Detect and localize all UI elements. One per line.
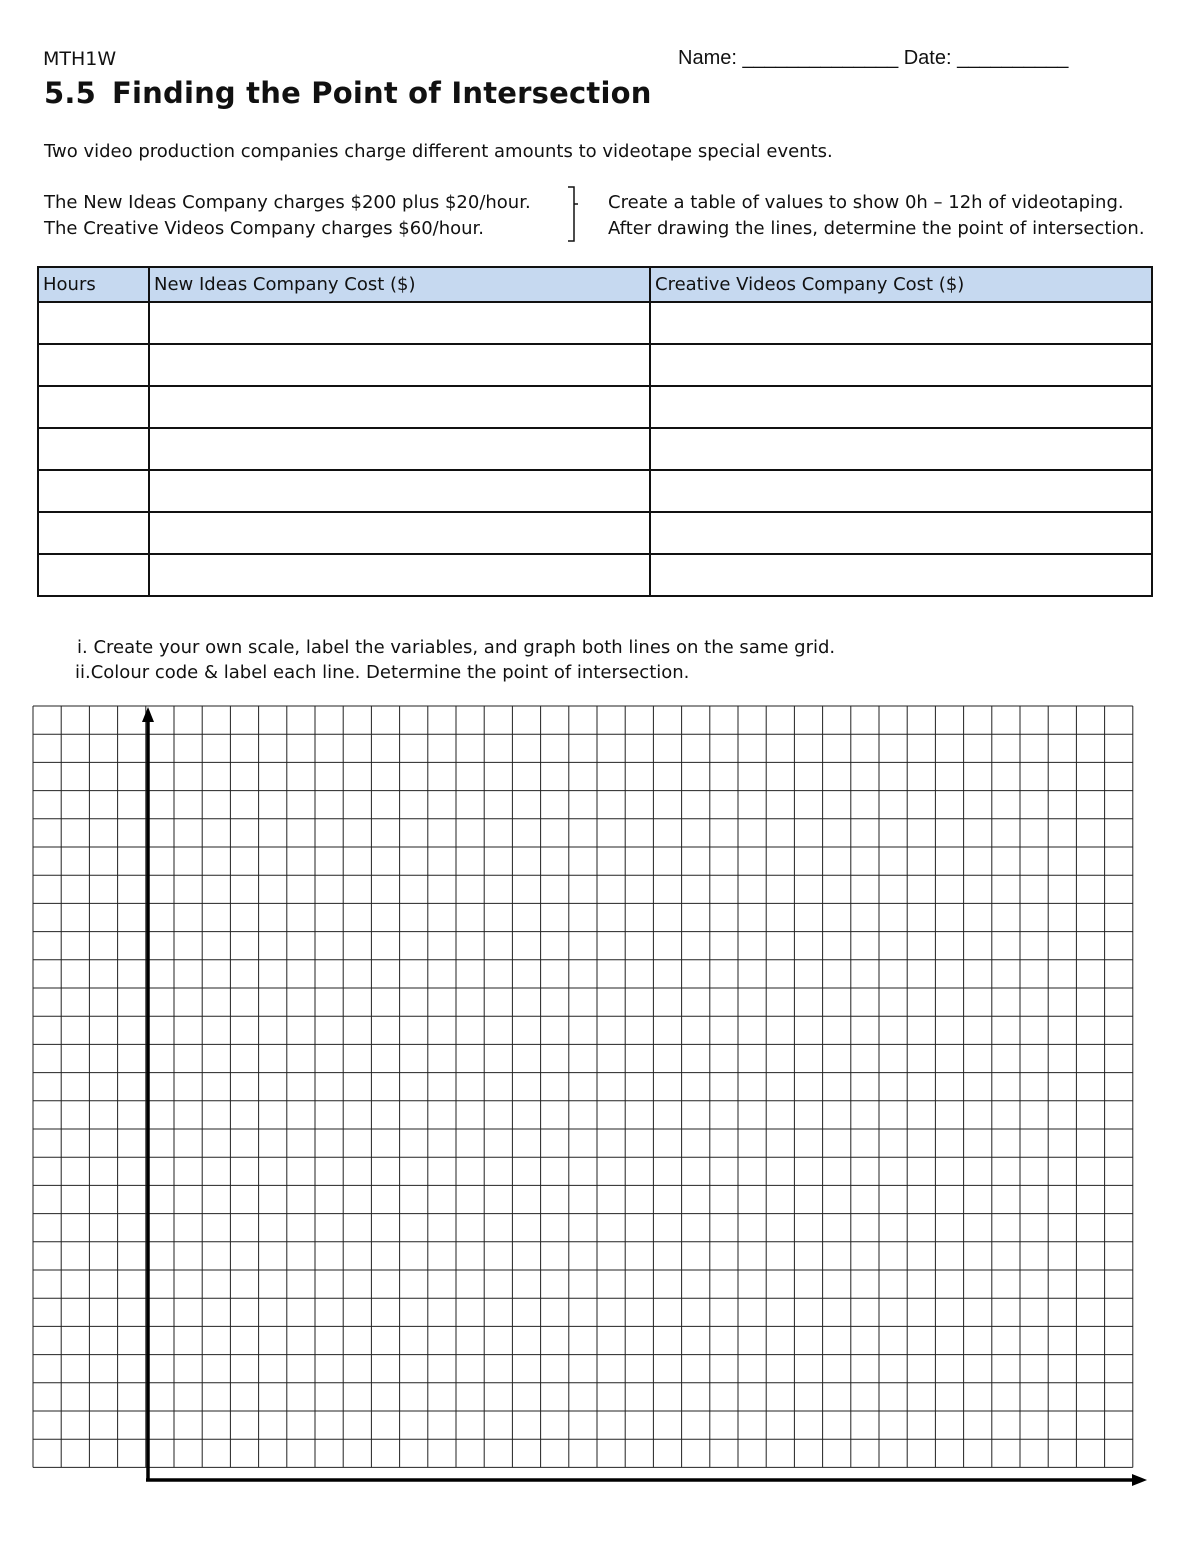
graph-instruction-i: i. Create your own scale, label the variables, and graph both lines on the same grid. bbox=[77, 637, 836, 658]
intersection-instruction: After drawing the lines, determine the point of intersection. bbox=[608, 218, 1145, 239]
grid-lines bbox=[33, 706, 1133, 1467]
new-ideas-header: New Ideas Company Cost ($) bbox=[149, 267, 650, 302]
course-code: MTH1W bbox=[43, 48, 117, 70]
creative-videos-header: Creative Videos Company Cost ($) bbox=[650, 267, 1152, 302]
title-text: Finding the Point of Intersection bbox=[111, 76, 652, 110]
creative-videos-rate: The Creative Videos Company charges $60/hour. bbox=[44, 218, 485, 239]
x-axis-arrow-icon bbox=[1132, 1474, 1147, 1486]
intro-text: Two video production companies charge different amounts to videotape special events. bbox=[44, 141, 833, 162]
hours-header: Hours bbox=[38, 267, 149, 302]
y-axis-arrow-icon bbox=[142, 707, 154, 722]
new-ideas-rate: The New Ideas Company charges $200 plus $20/hour. bbox=[44, 192, 531, 213]
table-instruction: Create a table of values to show 0h – 12h of videotaping. bbox=[608, 192, 1124, 213]
name-date-line[interactable]: Name: ______________ Date: __________ bbox=[678, 47, 1069, 69]
section-number: 5.5 bbox=[44, 76, 96, 110]
graph-instruction-ii: ii.Colour code & label each line. Determine the point of intersection. bbox=[75, 662, 690, 683]
